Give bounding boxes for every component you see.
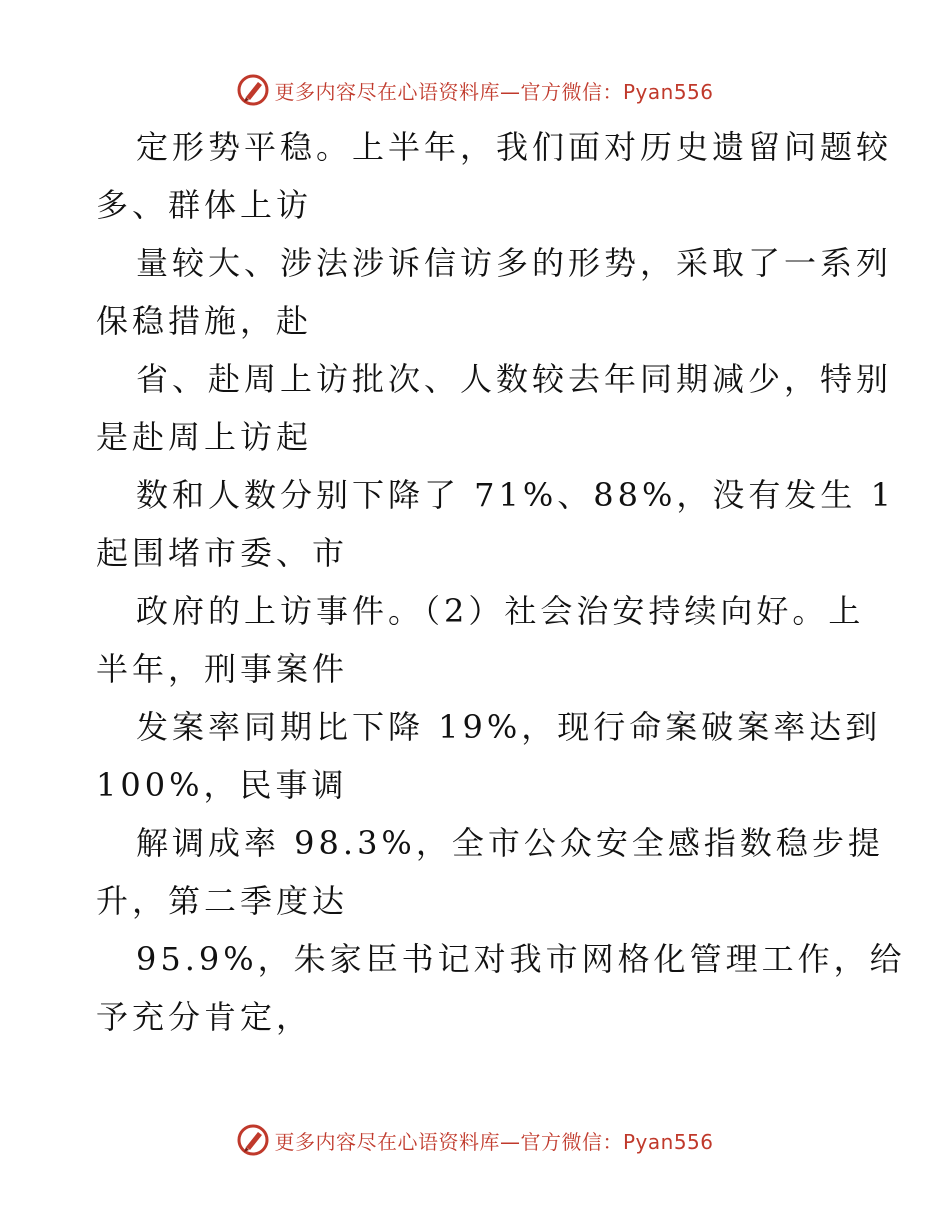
footer-banner xyxy=(0,1120,950,1160)
text-line: 100%，民事调 xyxy=(96,766,348,804)
text-line: 发案率同期比下降 19%，现行命案破案率达到 xyxy=(136,708,882,746)
text-line: 政府的上访事件。（2）社会治安持续向好。上 xyxy=(136,592,865,630)
text-line: 定形势平稳。上半年，我们面对历史遗留问题较 xyxy=(136,128,893,166)
banner-text xyxy=(274,76,713,105)
text-line: 数和人数分别下降了 71%、88%，没有发生 1 xyxy=(136,476,895,514)
banner-wechat-id: Pyan556 xyxy=(622,1129,714,1154)
banner-dash: — xyxy=(499,79,521,104)
text-line: 半年，刑事案件 xyxy=(96,650,349,688)
text-line: 量较大、涉法涉诉信访多的形势，采取了一系列 xyxy=(136,244,893,282)
text-line: 解调成率 98.3%，全市公众安全感指数稳步提 xyxy=(136,824,884,862)
pen-circle-logo-icon xyxy=(236,1123,270,1157)
pen-circle-logo-icon xyxy=(236,73,270,107)
banner-wechat-label: 官方微信： xyxy=(520,1129,623,1154)
banner-slogan: 更多内容尽在心语资料库 xyxy=(274,1129,500,1154)
banner-text xyxy=(274,1126,713,1155)
text-line: 95.9%，朱家臣书记对我市网格化管理工作，给 xyxy=(136,940,906,978)
banner-slogan: 更多内容尽在心语资料库 xyxy=(274,79,500,104)
text-line: 升，第二季度达 xyxy=(96,882,349,920)
banner-dash: — xyxy=(499,1129,521,1154)
document-body xyxy=(96,118,906,1046)
header-banner xyxy=(0,70,950,110)
text-line: 多、群体上访 xyxy=(96,186,313,224)
text-line: 起围堵市委、市 xyxy=(96,534,349,572)
text-line: 省、赴周上访批次、人数较去年同期减少，特别 xyxy=(136,360,893,398)
banner-wechat-label: 官方微信： xyxy=(520,79,623,104)
text-line: 保稳措施，赴 xyxy=(96,302,313,340)
banner-wechat-id: Pyan556 xyxy=(622,79,714,104)
text-line: 予充分肯定， xyxy=(96,998,313,1036)
text-line: 是赴周上访起 xyxy=(96,418,313,456)
